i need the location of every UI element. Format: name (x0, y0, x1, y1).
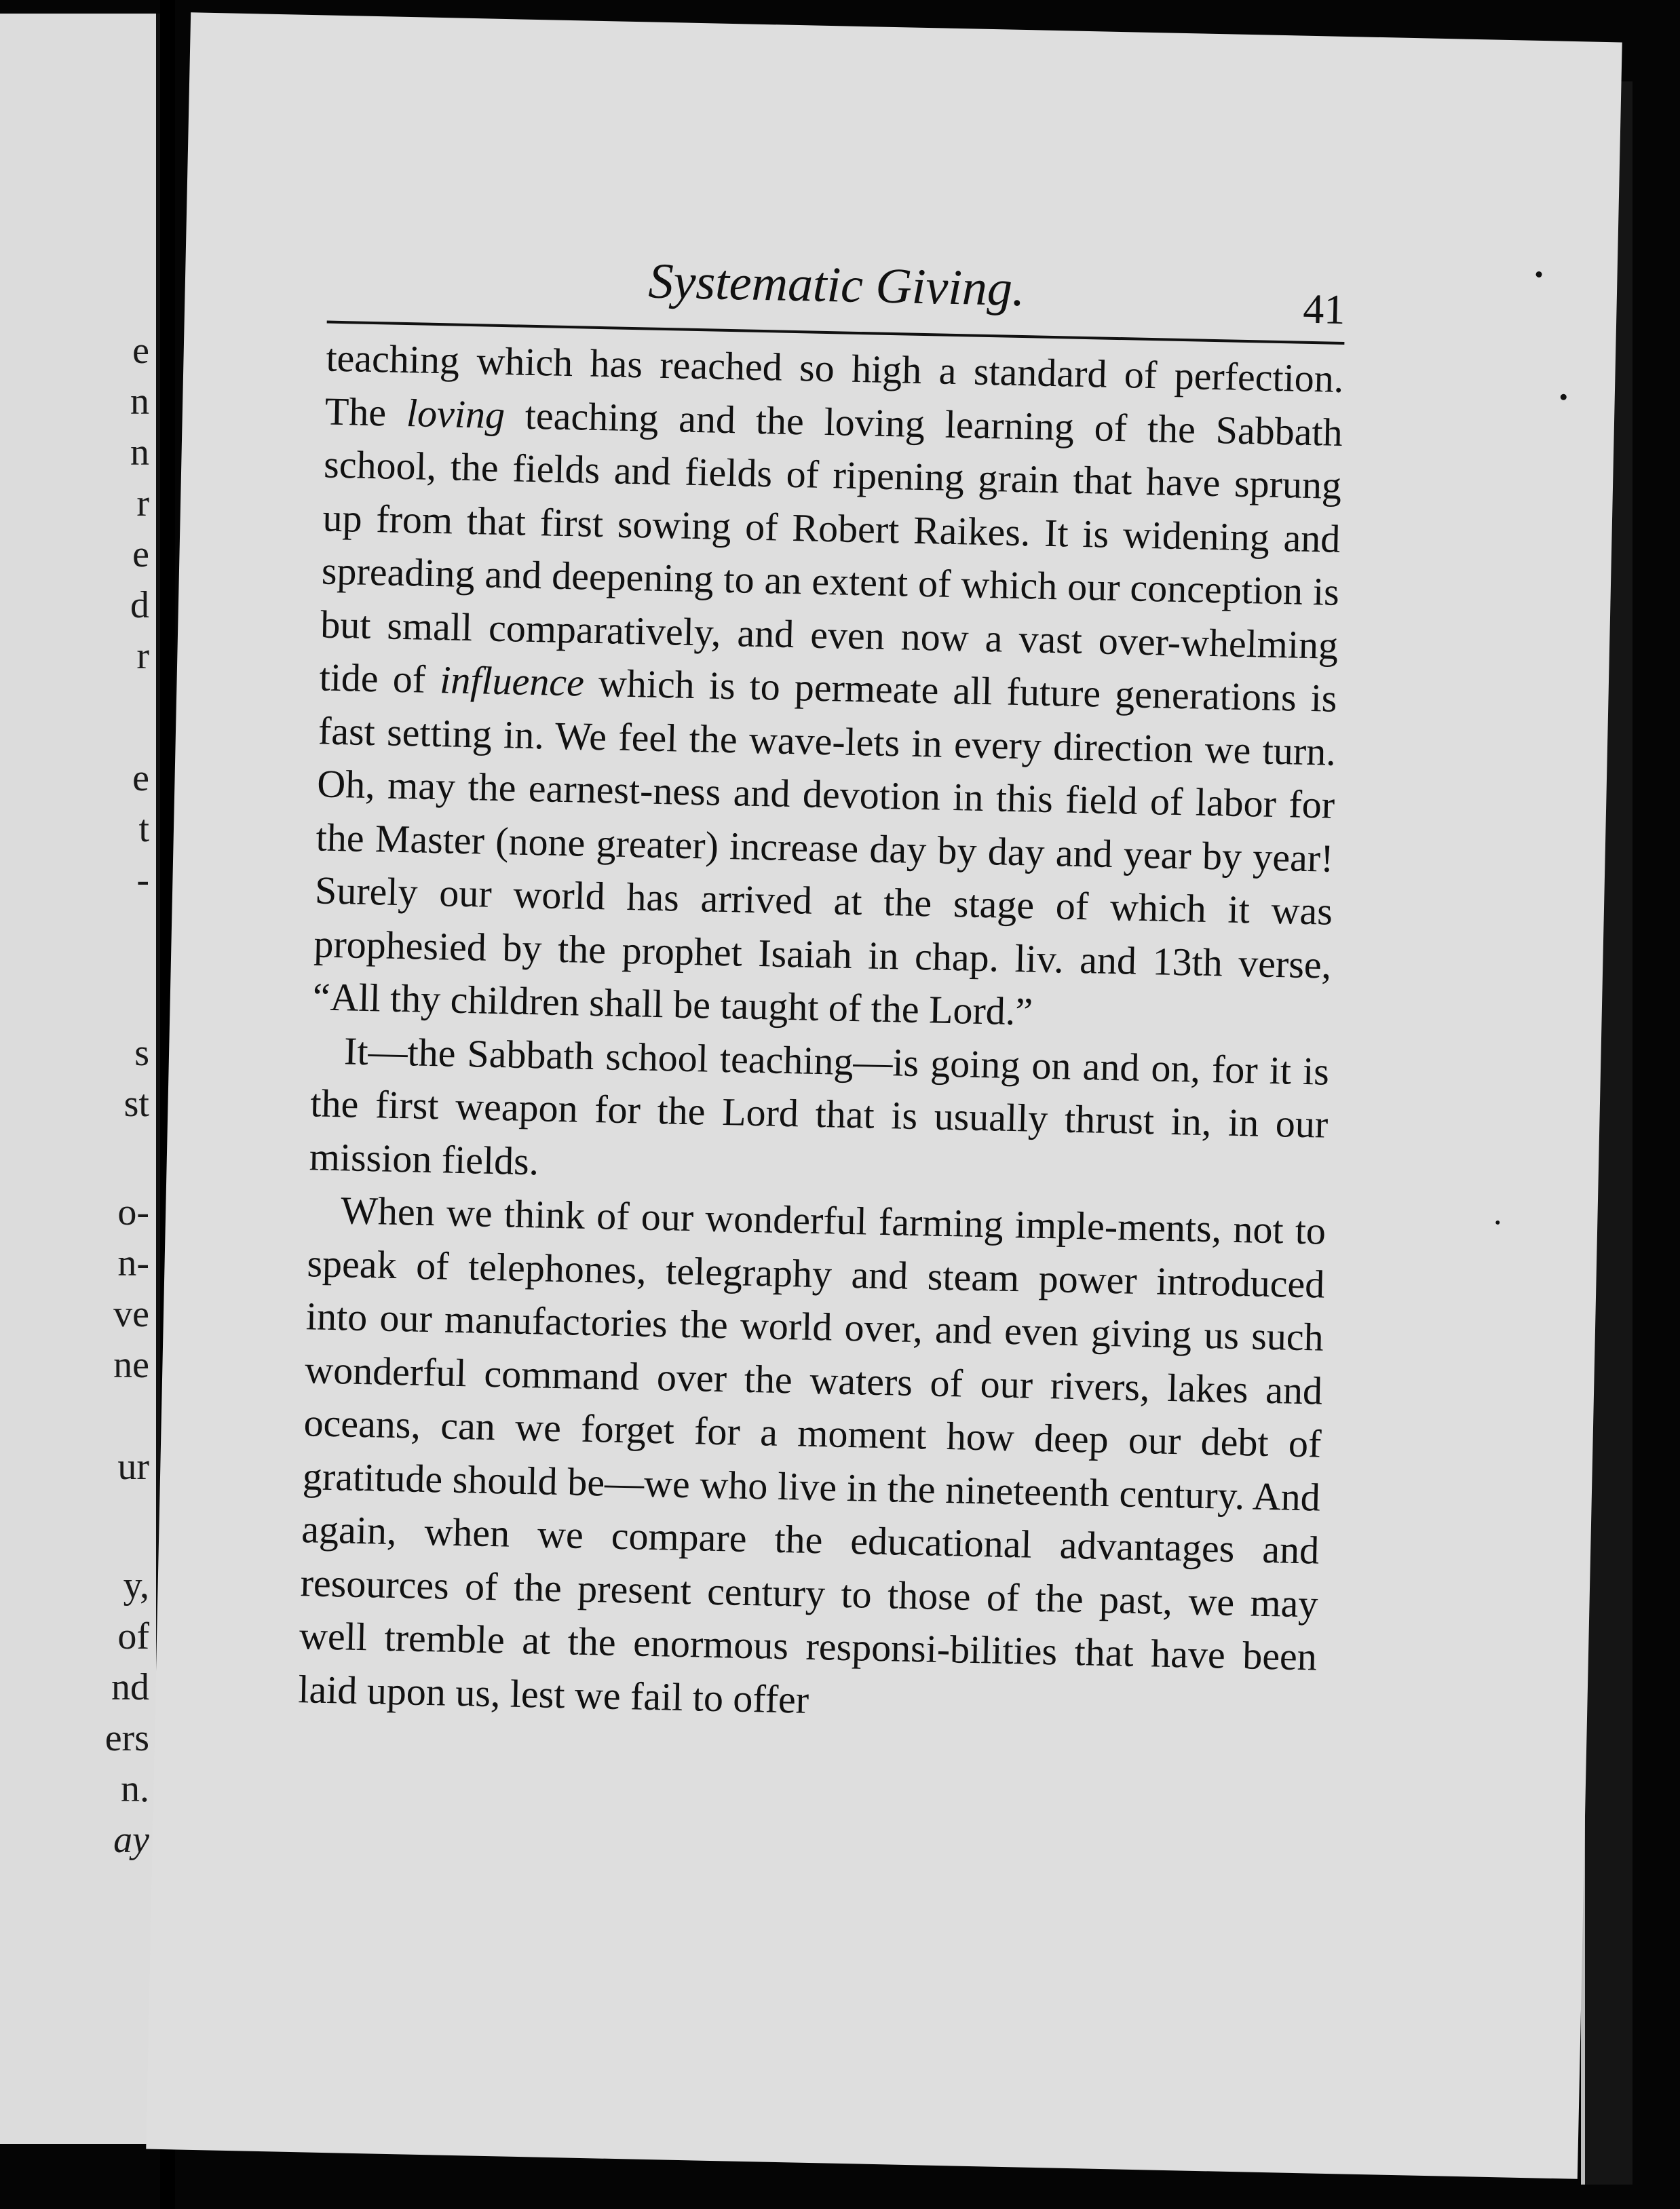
page-content (298, 233, 1346, 1737)
facing-page-fragment: - (136, 859, 149, 901)
facing-page-fragment: n- (117, 1242, 149, 1284)
page-number: 41 (1302, 286, 1346, 333)
facing-page-fragment: o- (117, 1191, 149, 1233)
facing-page-fragment: ur (117, 1446, 149, 1488)
facing-page-fragment: r (136, 635, 149, 677)
paragraph (298, 1183, 1326, 1737)
facing-page-fragment: r (136, 482, 149, 524)
paragraph (312, 332, 1344, 1045)
facing-page-fragment: e (132, 330, 149, 372)
running-title: Systematic Giving. (647, 253, 1026, 318)
facing-page-fragment: ve (113, 1293, 149, 1335)
paper-speck (1561, 394, 1567, 400)
facing-page-fragment: e (132, 757, 149, 799)
facing-page-fragment: nd (111, 1666, 149, 1708)
facing-page-fragment: n (130, 431, 149, 474)
facing-page-fragment: d (130, 584, 149, 626)
facing-page-fragment: y, (123, 1564, 149, 1607)
facing-page-fragment: of (117, 1615, 149, 1657)
paper-speck (1495, 1221, 1500, 1225)
facing-page-fragment: ne (113, 1344, 149, 1386)
italic-text-run: influence (439, 657, 585, 705)
body-text (298, 332, 1344, 1737)
facing-page-edge (0, 14, 160, 2144)
paragraph (309, 1024, 1330, 1205)
facing-page-fragment: t (138, 808, 149, 850)
italic-text-run: loving (406, 390, 505, 437)
facing-page-fragment: s (134, 1032, 149, 1074)
text-run: It—the Sabbath school teaching—is going on and on, for it is the first weapon for the Lord that is usually thrust in, in our mission fields. (309, 1028, 1330, 1183)
text-run: teaching and the loving learning of the Sabbath school, the fields and fields of ripening grain that have sprung up from that first sowing of Robert Raikes. It is widening and spreading and deepening to an extent of which our conception is but small comparatively, and even now a vast over-whelming tide of (319, 392, 1343, 702)
text-run: teaching which has reached so high a standard of perfection. The (324, 335, 1344, 435)
text-run: When we think of our wonderful farming imple-ments, not to speak of telephones, telegraphy and steam power introduced into our manufactories the world over, and even giving us such wonderful command over the waters of our rivers, lakes and oceans, can we forget for a moment how deep our debt of gratitude should be—we who live in the nineteenth century. And again, when we compare the educational advantages and resources of the present century to those of the past, we may well tremble at the enormous responsi-bilities that have been laid upon us, lest we fail to offer (297, 1188, 1326, 1722)
facing-page-fragment: n (130, 381, 149, 423)
paper-speck (1535, 271, 1542, 277)
facing-page-fragment: n. (121, 1768, 149, 1810)
facing-page-fragment: e (132, 533, 149, 575)
text-run: which is to permeate all future generations is fast setting in. We feel the wave-lets in every direction we turn. Oh, may the earnest-ness and devotion in this field of labor for the Master (none greater) increase day by day and year by year! Surely our world has arrived at the stage of which it was prophesied by the prophet Isaiah in chap. liv. and 13th verse, “All thy children shall be taught of the Lord.” (312, 660, 1338, 1034)
book-page (146, 12, 1622, 2178)
facing-page-fragment: st (123, 1083, 149, 1125)
running-header (327, 233, 1346, 345)
facing-page-fragment: ay (113, 1819, 149, 1861)
facing-page-fragment: ers (104, 1717, 149, 1759)
